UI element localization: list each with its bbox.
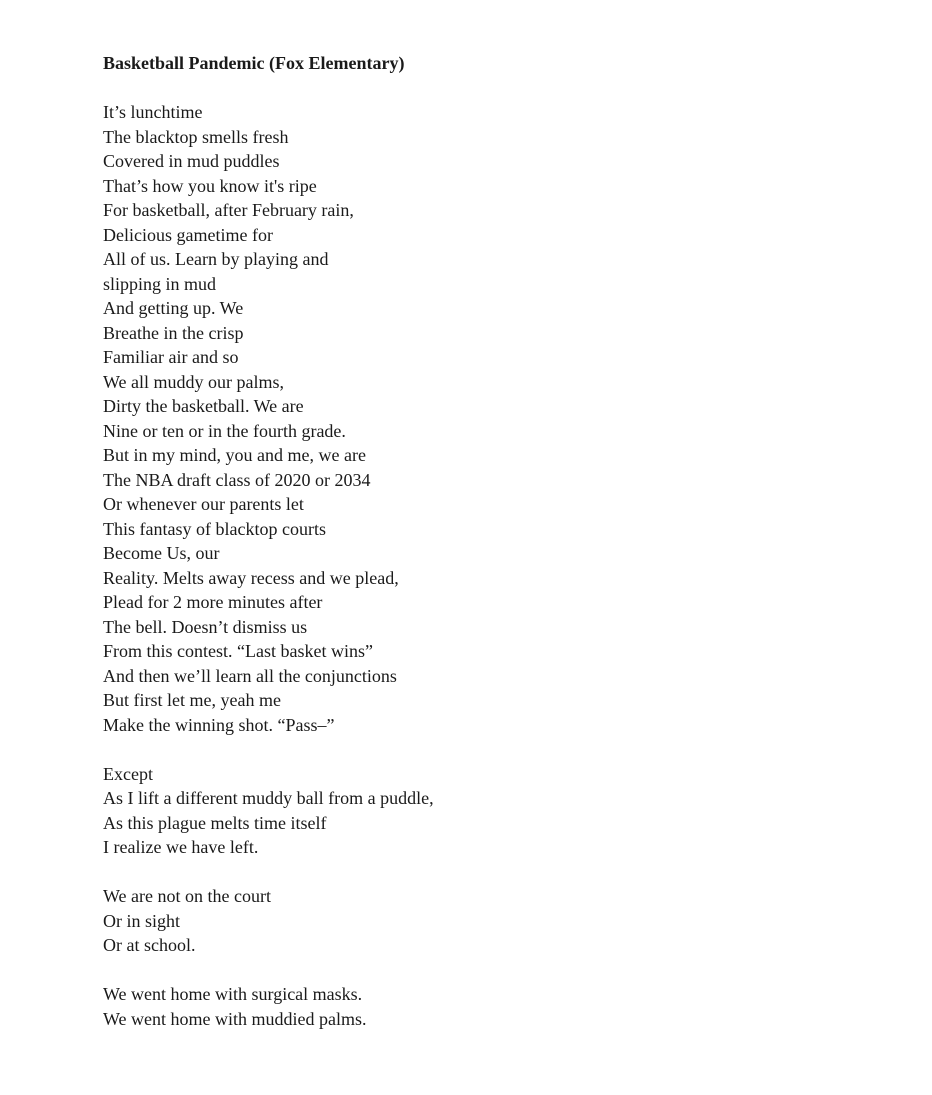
poem-line: And getting up. We (103, 298, 244, 318)
poem-line: Make the winning shot. “Pass–” (103, 714, 335, 735)
poem-line: Reality. Melts away recess and we plead, (103, 567, 399, 588)
poem-line: Dirty the basketball. We are (103, 396, 304, 416)
poem-line: But first let me, yeah me (103, 690, 281, 710)
poem-line: This fantasy of blacktop courts (103, 518, 326, 539)
poem-line: Familiar air and so (103, 347, 239, 367)
poem-line: We all muddy our palms, (103, 371, 285, 392)
poem-line: Delicious gametime for (103, 224, 273, 245)
poem (103, 51, 883, 1031)
stanza (103, 982, 883, 1031)
poem-line: Except (103, 763, 153, 784)
stanza (103, 884, 883, 958)
poem-line: The NBA draft class of 2020 or 2034 (103, 469, 371, 490)
poem-line: I realize we have left. (103, 837, 259, 857)
poem-line: The bell. Doesn’t dismiss us (103, 616, 308, 637)
poem-line: slipping in mud (103, 273, 217, 294)
poem-line: That’s how you know it's ripe (103, 175, 317, 196)
poem-line: Or whenever our parents let (103, 494, 304, 514)
poem-line: Covered in mud puddles (103, 151, 280, 171)
stanza (103, 100, 883, 737)
poem-line: As this plague melts time itself (103, 812, 327, 833)
poem-line: Breathe in the crisp (103, 322, 244, 343)
poem-line: It’s lunchtime (103, 102, 203, 122)
poem-line: Plead for 2 more minutes after (103, 592, 323, 612)
poem-line: We are not on the court (103, 886, 271, 906)
poem-line: And then we’ll learn all the conjunctions (103, 665, 397, 686)
poem-line: All of us. Learn by playing and (103, 249, 329, 269)
poem-line: We went home with muddied palms. (103, 1008, 367, 1029)
poem-line: We went home with surgical masks. (103, 984, 363, 1004)
stanza (103, 762, 883, 860)
poem-line: Or at school. (103, 935, 196, 955)
poem-line: But in my mind, you and me, we are (103, 445, 366, 465)
poem-line: From this contest. “Last basket wins” (103, 641, 373, 661)
poem-body (103, 100, 883, 1031)
poem-title: Basketball Pandemic (Fox Elementary) (103, 53, 405, 73)
poem-line: For basketball, after February rain, (103, 200, 354, 220)
poem-line: Nine or ten or in the fourth grade. (103, 420, 346, 441)
poem-line: The blacktop smells fresh (103, 126, 289, 147)
poem-line: Or in sight (103, 910, 181, 931)
poem-line: Become Us, our (103, 543, 220, 563)
poem-line: As I lift a different muddy ball from a puddle, (103, 788, 434, 808)
